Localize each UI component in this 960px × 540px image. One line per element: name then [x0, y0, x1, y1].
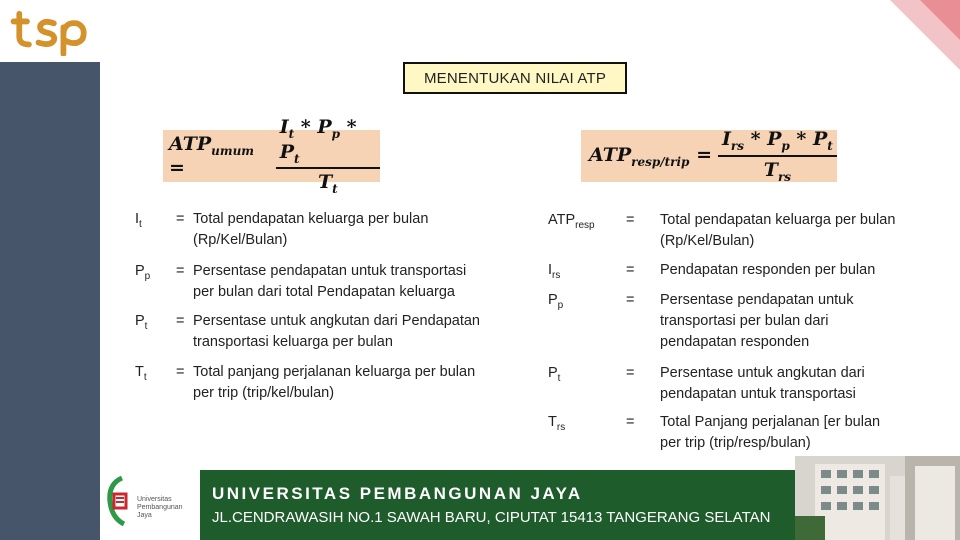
formula-denominator: $T_{rs}$ — [763, 159, 792, 184]
symbol: $I_{rs}$ — [548, 262, 561, 281]
university-address: JL.CENDRAWASIH NO.1 SAWAH BARU, CIPUTAT 15413 TANGERANG SELATAN — [212, 509, 771, 526]
formula-atp-umum — [163, 115, 380, 197]
formula-lhs: $ATP_{resp/trip}$ = — [589, 143, 712, 169]
symbol: $P_t$ — [135, 313, 148, 332]
formula-numerator: $I_{rs} * P_p * P_t$ — [718, 128, 837, 157]
symbol: $I_t$ — [135, 211, 142, 230]
symbol: $ATP_{resp}$ — [548, 212, 595, 231]
tsp-logo — [8, 8, 92, 56]
symbol: $T_{rs}$ — [548, 414, 566, 433]
symbol: $P_p$ — [548, 292, 564, 311]
upj-emblem-icon — [104, 474, 134, 530]
symbol: $P_p$ — [135, 263, 151, 282]
footer-banner — [200, 470, 795, 540]
left-sidebar-band — [0, 62, 100, 540]
campus-building-photo — [795, 456, 960, 540]
page-title: MENENTUKAN NILAI ATP — [403, 62, 627, 94]
symbol: $P_t$ — [548, 365, 561, 384]
formula-lhs: $ATP_{umum}$ = — [169, 132, 254, 180]
formula-atp-resp-trip — [581, 130, 837, 182]
university-logo: Universitas Pembangunan Jaya — [104, 474, 194, 536]
formula-denominator: $T_t$ — [318, 171, 338, 197]
corner-decoration — [890, 0, 960, 70]
formula-numerator: $I_t * P_p * P_t$ — [276, 116, 380, 170]
university-name: UNIVERSITAS PEMBANGUNAN JAYA — [212, 484, 583, 503]
symbol: $T_t$ — [135, 364, 147, 383]
